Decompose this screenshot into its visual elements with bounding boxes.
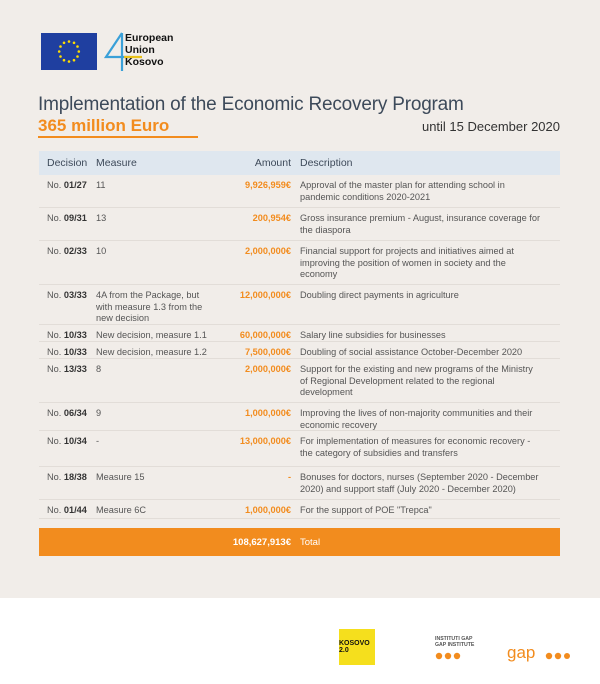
decision-cell: No. 18/38 xyxy=(47,472,87,482)
amount-cell: 12,000,000€ xyxy=(239,290,291,300)
gap-logo xyxy=(435,643,570,664)
footer-panel xyxy=(0,598,600,684)
gap-word: gap xyxy=(507,643,536,662)
decision-cell: No. 01/27 xyxy=(47,180,87,190)
table-row xyxy=(39,431,560,467)
eu-flag-logo xyxy=(41,33,97,70)
description-cell: Support for the existing and new programs of the Ministry of Regional Development related to the regional development xyxy=(300,364,533,397)
description-cell: Improving the lives of non-majority communities and their economic recovery xyxy=(300,408,533,430)
decision-cell: No. 10/34 xyxy=(47,436,87,446)
description-cell: Gross insurance premium - August, insurance coverage for the diaspora xyxy=(300,213,541,235)
header-description: Description xyxy=(300,157,353,169)
decision-cell: No. 03/33 xyxy=(47,290,87,300)
description-cell: Salary line subsidies for businesses xyxy=(300,330,446,340)
decision-cell: No. 01/44 xyxy=(47,505,87,515)
measure-cell: 11 xyxy=(96,180,106,190)
description-cell: For the support of POE "Trepca" xyxy=(300,505,432,515)
table-row xyxy=(39,359,560,403)
amount-cell: 60,000,000€ xyxy=(239,330,291,340)
table-row xyxy=(39,208,560,241)
table-row xyxy=(39,467,560,500)
amount-cell: 13,000,000€ xyxy=(239,436,291,446)
decision-cell: No. 13/33 xyxy=(47,364,87,374)
description-cell: Approval of the master plan for attending school in pandemic conditions 2020-2021 xyxy=(300,180,505,202)
decision-cell: No. 10/33 xyxy=(47,347,87,357)
decision-cell: No. 02/33 xyxy=(47,246,87,256)
total-label: Total xyxy=(300,536,321,548)
table-row xyxy=(39,500,560,519)
table-body xyxy=(39,175,560,519)
table-row xyxy=(39,403,560,431)
kosovo20-logo: KOSOVO 2.0 xyxy=(339,629,375,665)
date-note: until 15 December 2020 xyxy=(421,119,560,134)
measure-cell: 10 xyxy=(96,246,107,256)
amount-cell: 200,954€ xyxy=(252,213,291,223)
table-row xyxy=(39,241,560,285)
table-row xyxy=(39,342,560,359)
measure-cell: Measure 6C xyxy=(96,505,147,515)
decision-cell: No. 10/33 xyxy=(47,330,87,340)
description-cell: Doubling of social assistance October-December 2020 xyxy=(300,347,523,357)
gap-institute-label: INSTITUTI GAP GAP INSTITUTE xyxy=(435,636,475,648)
description-cell: Bonuses for doctors, nurses (September 2020 - December 2020) and support staff (July 2020 - December 2020) xyxy=(300,472,539,494)
description-cell: Doubling direct payments in agriculture xyxy=(300,290,459,300)
amount-cell: 7,500,000€ xyxy=(245,347,291,357)
amount-cell: 2,000,000€ xyxy=(245,364,291,374)
measure-cell: 8 xyxy=(96,364,102,374)
amount-cell: 1,000,000€ xyxy=(245,505,291,515)
table-row xyxy=(39,175,560,208)
measure-cell: - xyxy=(96,436,100,446)
eu-logo-text: European Union Kosovo xyxy=(125,32,174,68)
table-row xyxy=(39,325,560,342)
description-cell: For implementation of measures for economic recovery - the category of subsidies and transfers xyxy=(300,436,531,458)
total-row xyxy=(39,528,560,556)
header-measure: Measure xyxy=(96,157,137,169)
amount-cell: - xyxy=(287,472,291,482)
measure-cell: 13 xyxy=(96,213,107,223)
table-row xyxy=(39,285,560,325)
header-amount: Amount xyxy=(254,157,291,169)
subtitle-amount: 365 million Euro xyxy=(38,116,170,135)
header-decision: Decision xyxy=(47,157,88,169)
measure-cell: New decision, measure 1.2 xyxy=(96,347,207,357)
decision-cell: No. 06/34 xyxy=(47,408,87,418)
decision-cell: No. 09/31 xyxy=(47,213,87,223)
measure-cell: Measure 15 xyxy=(96,472,145,482)
amount-cell: 9,926,959€ xyxy=(245,180,291,190)
measure-cell: 4A from the Package, but with measure 1.3 from the new decision xyxy=(96,290,203,323)
title-underline xyxy=(38,136,198,138)
program-table xyxy=(39,151,560,556)
amount-cell: 2,000,000€ xyxy=(245,246,291,256)
page-title: Implementation of the Economic Recovery Program xyxy=(38,94,464,115)
measure-cell: New decision, measure 1.1 xyxy=(96,330,207,340)
measure-cell: 9 xyxy=(96,408,102,418)
total-amount: 108,627,913€ xyxy=(232,536,291,548)
table-header xyxy=(39,151,560,175)
amount-cell: 1,000,000€ xyxy=(245,408,291,418)
description-cell: Financial support for projects and initiatives aimed at improving the position of women in society and the economy xyxy=(300,246,514,279)
